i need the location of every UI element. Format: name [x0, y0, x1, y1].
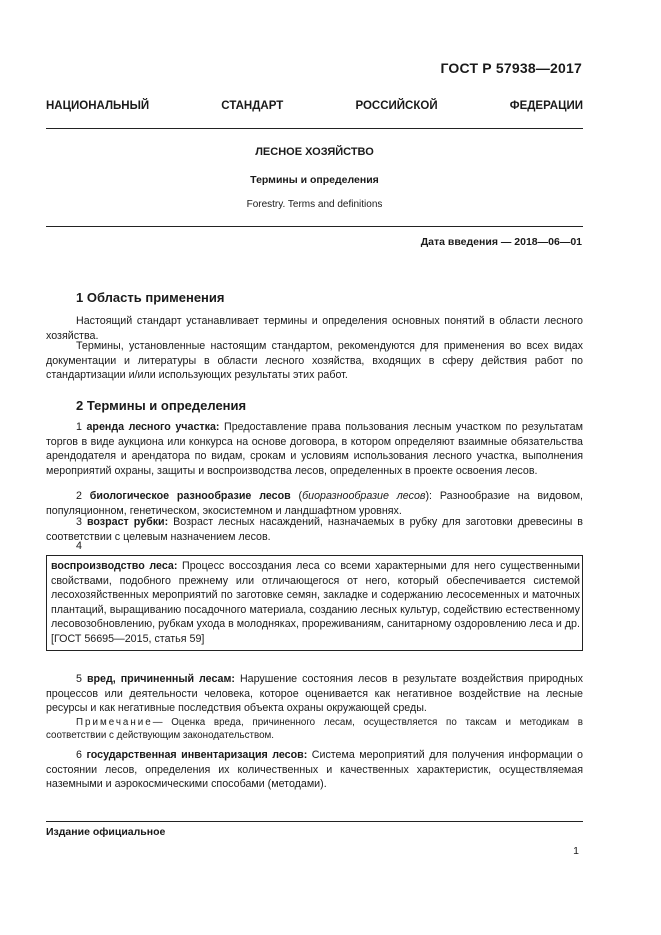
scope-paragraph-2: Термины, установленные настоящим стандартом, рекомендуются для применения во всех видах документации и литературы в области лесного хозяйства, входящих в сферу действия работ по стандартизации и/или использующих результаты этих работ. [46, 340, 583, 382]
synonym-close: ): [425, 490, 440, 502]
term-synonym: биоразнообразие лесов [302, 490, 426, 502]
term-entry-5 [46, 672, 583, 716]
term-definition: Разнообразие на видовом, популяционном, генетическом, экосистемном и ландшафтном уровнях. [46, 490, 584, 517]
term-entry-4 [51, 559, 580, 632]
term-entry-1 [46, 420, 583, 478]
term-entry-4-box [46, 555, 583, 651]
term-number: 1 [76, 421, 82, 433]
official-edition-label: Издание официальное [46, 826, 166, 838]
divider-footer [46, 821, 583, 822]
term-name: государственная инвентаризация лесов: [86, 749, 308, 761]
term-name: биологическое разнообразие лесов [89, 490, 291, 502]
term-definition: Процесс воссоздания леса со всеми характерными для него существенными свойствами, подобного прежнему или отличающегося от него, который обеспечивается системой лесохозяйственных мероприятий по заготовке семян, закладке и содержанию лесосеменных и маточных плантаций, выращиванию посадочного материала, созданию лесных культур, содействию естественному лесовозобновлению, рубкам ухода в молодняках, прореживаниям, санитарному оздоровлению леса и др. [51, 560, 581, 631]
term-definition: Нарушение состояния лесов в результате воздействия природных процессов или деятельности человека, которое оценивается как негативное воздействие на лесные ресурсы и как негативные последствия объекта охраны окружающей среды. [46, 673, 583, 715]
term-number: 2 [76, 490, 82, 502]
document-subtitle: Термины и определения [250, 174, 379, 186]
term-note [46, 716, 583, 743]
note-label: Примечание [76, 717, 153, 728]
introduction-date: Дата введения — 2018—06—01 [420, 236, 582, 248]
term-name: воспроизводство леса: [51, 560, 178, 572]
term-definition: Система мероприятий для получения информации о состоянии лесов, определения их количественных и качественных характеристик, осуществляемая наземными и аэрокосмическими способами (методами). [46, 749, 583, 791]
term-entry-6 [46, 748, 583, 792]
term-entry-3 [46, 515, 583, 544]
term-name: аренда лесного участка: [86, 421, 220, 433]
term-number: 4 [76, 540, 82, 552]
note-text: — Оценка вреда, причиненного лесам, осуществляется по таксам и методикам в соответствии с действующим законодательством. [46, 717, 583, 742]
divider-title [46, 226, 583, 227]
term-entry-2 [46, 489, 583, 518]
term-number: 5 [76, 673, 82, 685]
document-number: ГОСТ Р 57938—2017 [440, 60, 582, 76]
synonym-open: ( [290, 490, 303, 502]
section-heading-scope: 1 Область применения [76, 290, 225, 305]
term-definition: Предоставление права пользования лесным участком по результатам торгов в виде аукциона или конкурса на основе договора, в котором определяют взаимные обязательства арендодателя и арендатора по видам, срокам и условиям использования лесного участка, выполнения мероприятий охраны, защиты и воспроизводства лесов, определенных в проекте освоения лесов. [46, 421, 583, 477]
term-definition: Возраст лесных насаждений, назначаемых в рубку для заготовки древесины в соответствии с целевым назначением лесов. [46, 516, 583, 543]
divider-top [46, 128, 583, 129]
term-name: возраст рубки: [86, 516, 169, 528]
scope-paragraph-1: Настоящий стандарт устанавливает термины и определения основных понятий в области лесного хозяйства. [46, 315, 583, 342]
document-title-english: Forestry. Terms and definitions [246, 199, 383, 210]
term-number: 3 [76, 516, 82, 528]
term-reference: [ГОСТ 56695—2015, статья 59] [51, 632, 205, 645]
document-title: ЛЕСНОЕ ХОЗЯЙСТВО [255, 146, 374, 158]
term-name: вред, причиненный лесам: [86, 673, 235, 685]
term-number: 6 [76, 749, 82, 761]
page-number: 1 [573, 845, 579, 857]
national-standard-banner: НАЦИОНАЛЬНЫЙ СТАНДАРТ РОССИЙСКОЙ ФЕДЕРАЦИИ [46, 100, 583, 112]
section-heading-terms: 2 Термины и определения [76, 398, 247, 413]
